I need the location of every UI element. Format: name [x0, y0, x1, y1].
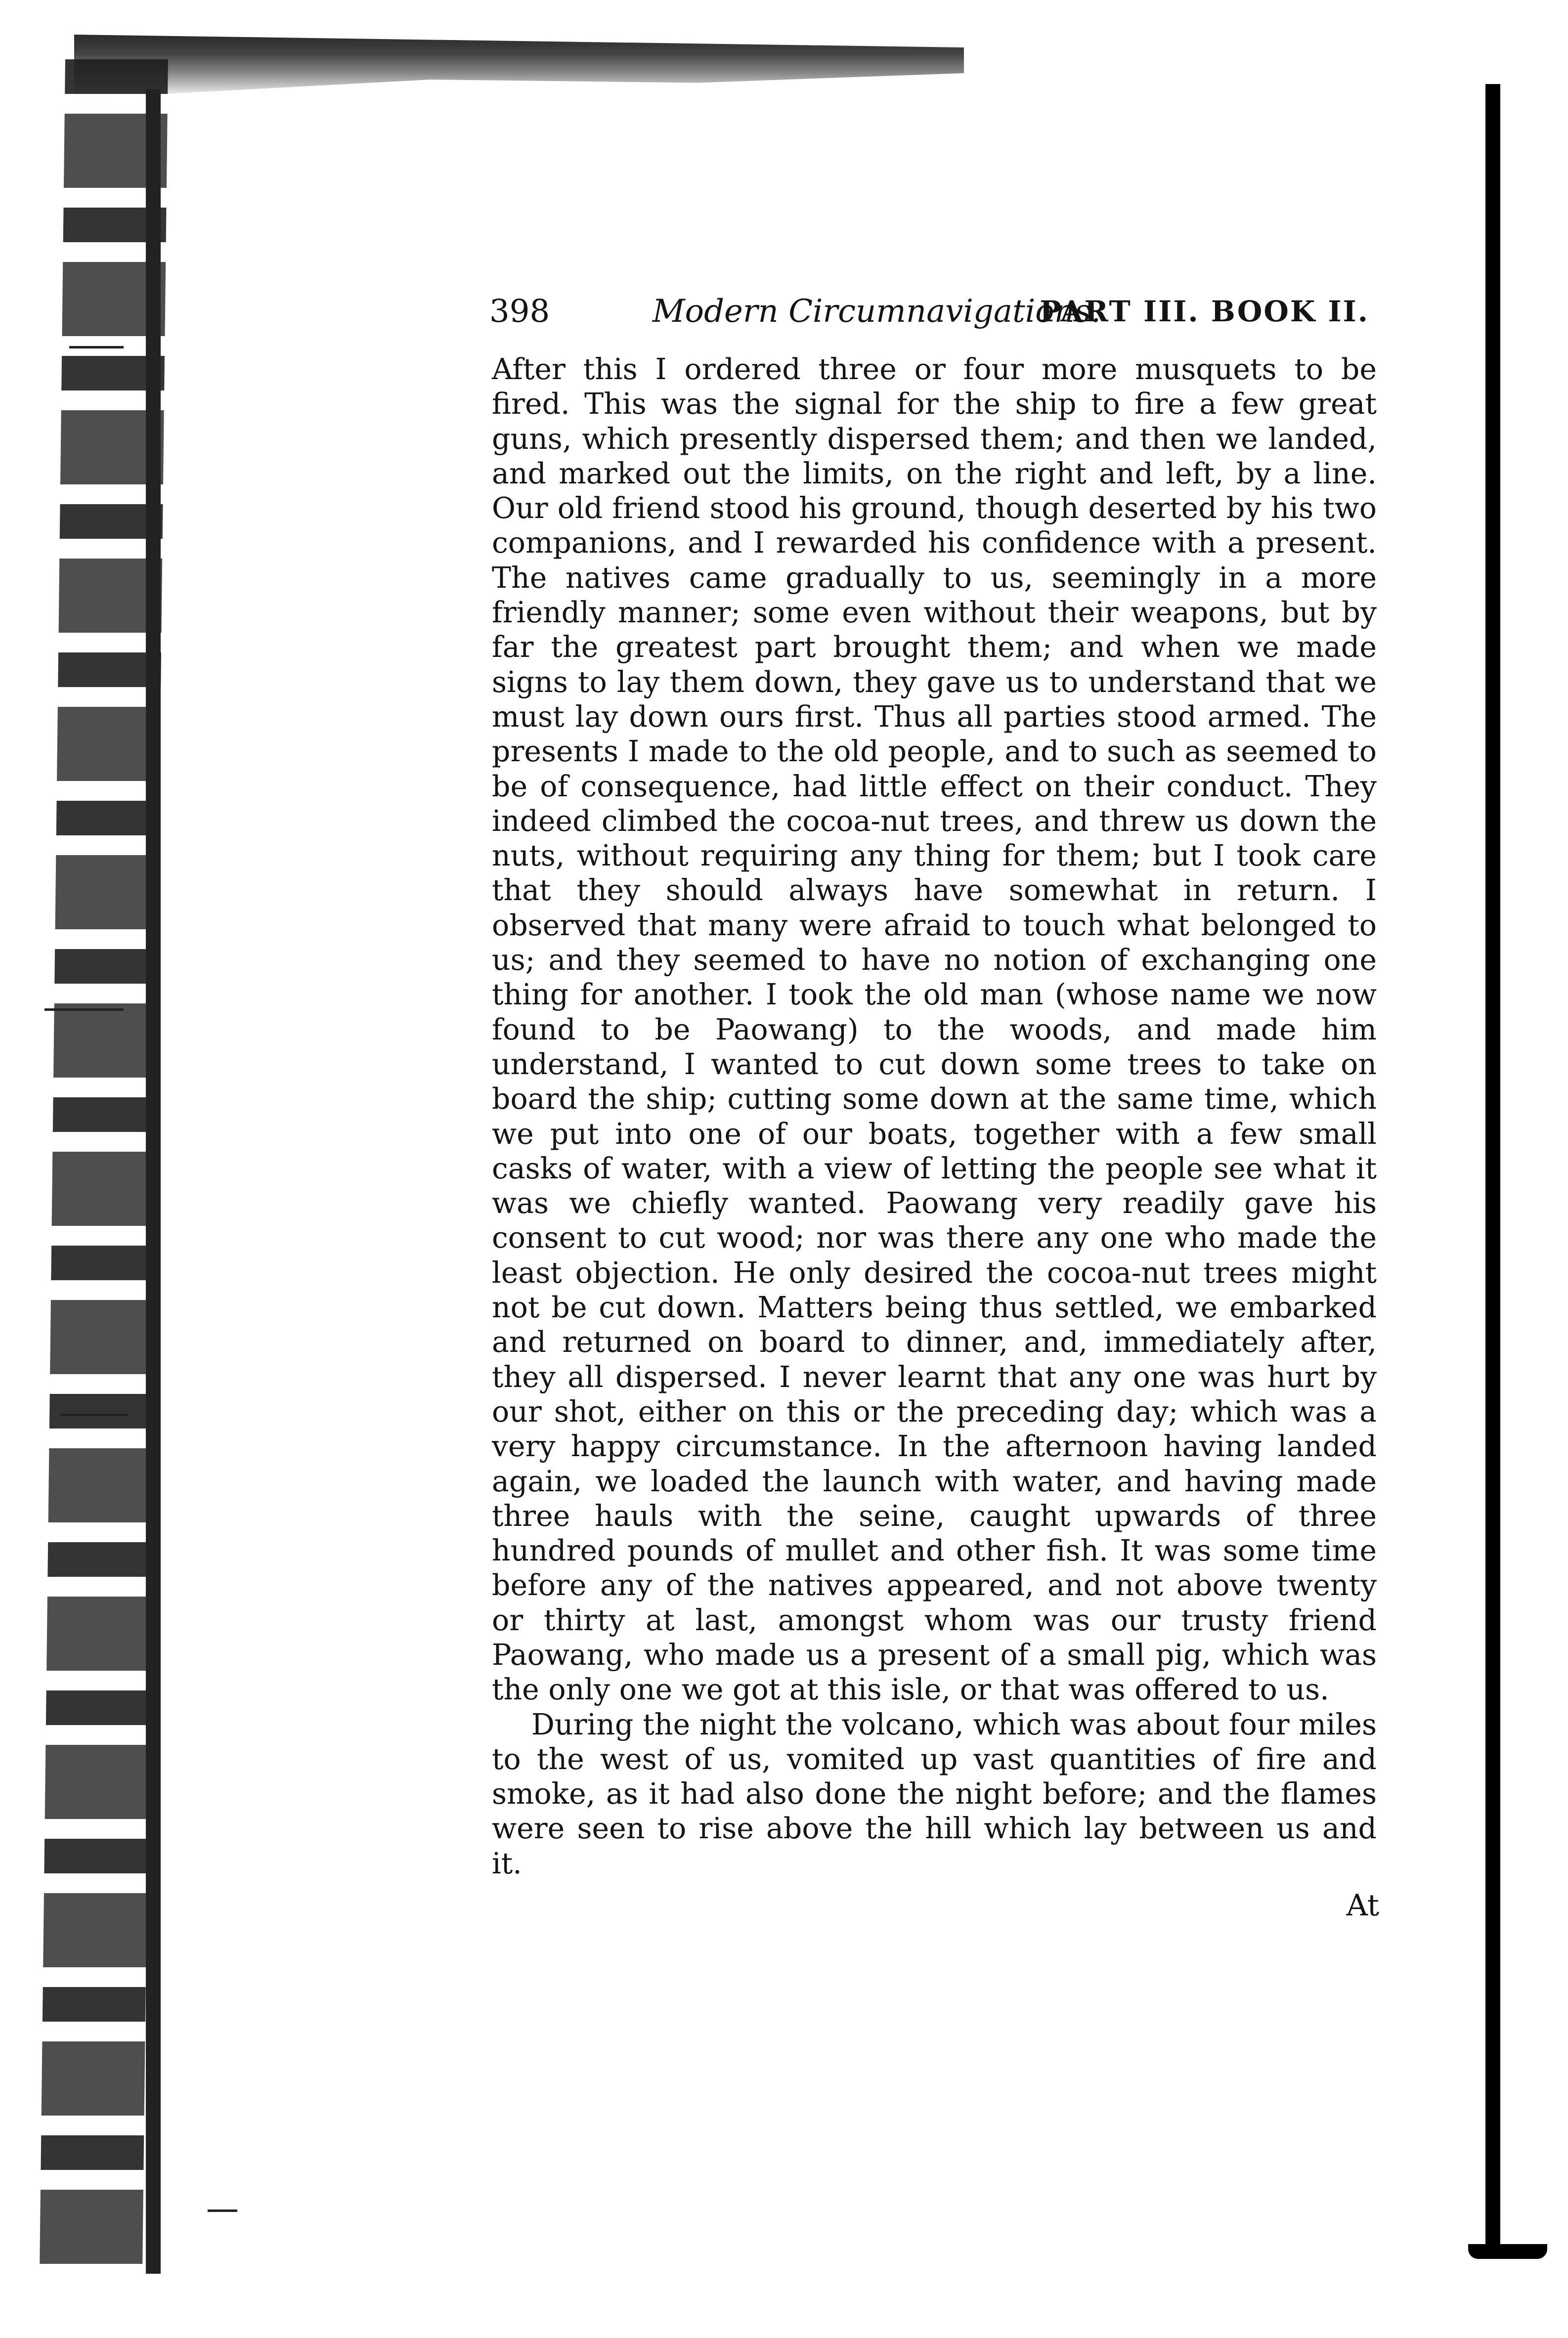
scan-mark	[69, 346, 124, 348]
running-head	[489, 289, 1379, 334]
scan-edge-right-foot	[1468, 2244, 1547, 2259]
part-book-label: PART III. BOOK II.	[1040, 295, 1369, 328]
scan-gutter-line	[146, 89, 161, 2274]
scan-mark	[59, 1414, 129, 1416]
running-title: Modern Circumnavigations.	[653, 293, 1101, 330]
body-text	[492, 352, 1377, 1881]
scan-shadow-top	[74, 35, 964, 99]
scan-mark	[44, 1008, 124, 1011]
scan-edge-right	[1485, 84, 1500, 2249]
catchword: At	[1346, 1888, 1379, 1923]
scan-mark	[208, 2209, 237, 2212]
paragraph: After this I ordered three or four more musquets to be fired. This was the signal for the ship to fire a few great guns, which presently dispersed them; and then we landed, and marked out the limits, on the right and left, by a line. Our old friend stood his ground, though deserted by his two companions, and I rewarded his confidence with a present. The natives came gradually to us, seemingly in a more friendly manner; some even without their weapons, but by far the greatest part brought them; and when we made signs to lay them down, they gave us to understand that we must lay down ours first. Thus all parties stood armed. The presents I made to the old people, and to such as seemed to be of consequence, had little effect on their conduct. They indeed climbed the cocoa-nut trees, and threw us down the nuts, without requiring any thing for them; but I took care that they should always have somewhat in return. I observed that many were afraid to touch what belonged to us; and they seemed to have no notion of exchanging one thing for another. I took the old man (whose name we now found to be Paowang) to the woods, and made him understand, I wanted to cut down some trees to take on board the ship; cutting some down at the same time, which we put into one of our boats, together with a few small casks of water, with a view of letting the people see what it was we chiefly wanted. Paowang very readily gave his consent to cut wood; nor was there any one who made the least objection. He only desired the cocoa-nut trees might not be cut down. Matters being thus settled, we embarked and returned on board to dinner, and, immediately after, they all dispersed. I never learnt that any one was hurt by our shot, either on this or the preceding day; which was a very happy circumstance. In the afternoon having landed again, we loaded the launch with water, and having made three hauls with the seine, caught upwards of three hundred pounds of mullet and other fish. It was some time before any of the natives appeared, and not above twenty or thirty at last, amongst whom was our trusty friend Paowang, who made us a present of a small pig, which was the only one we got at this isle, or that was offered to us.	[492, 352, 1377, 1707]
page-number: 398	[489, 293, 550, 330]
paragraph: During the night the volcano, which was about four miles to the west of us, vomited up vast quantities of fire and smoke, as it had also done the night before; and the flames were seen to rise above the hill which lay between us and it.	[492, 1707, 1377, 1880]
